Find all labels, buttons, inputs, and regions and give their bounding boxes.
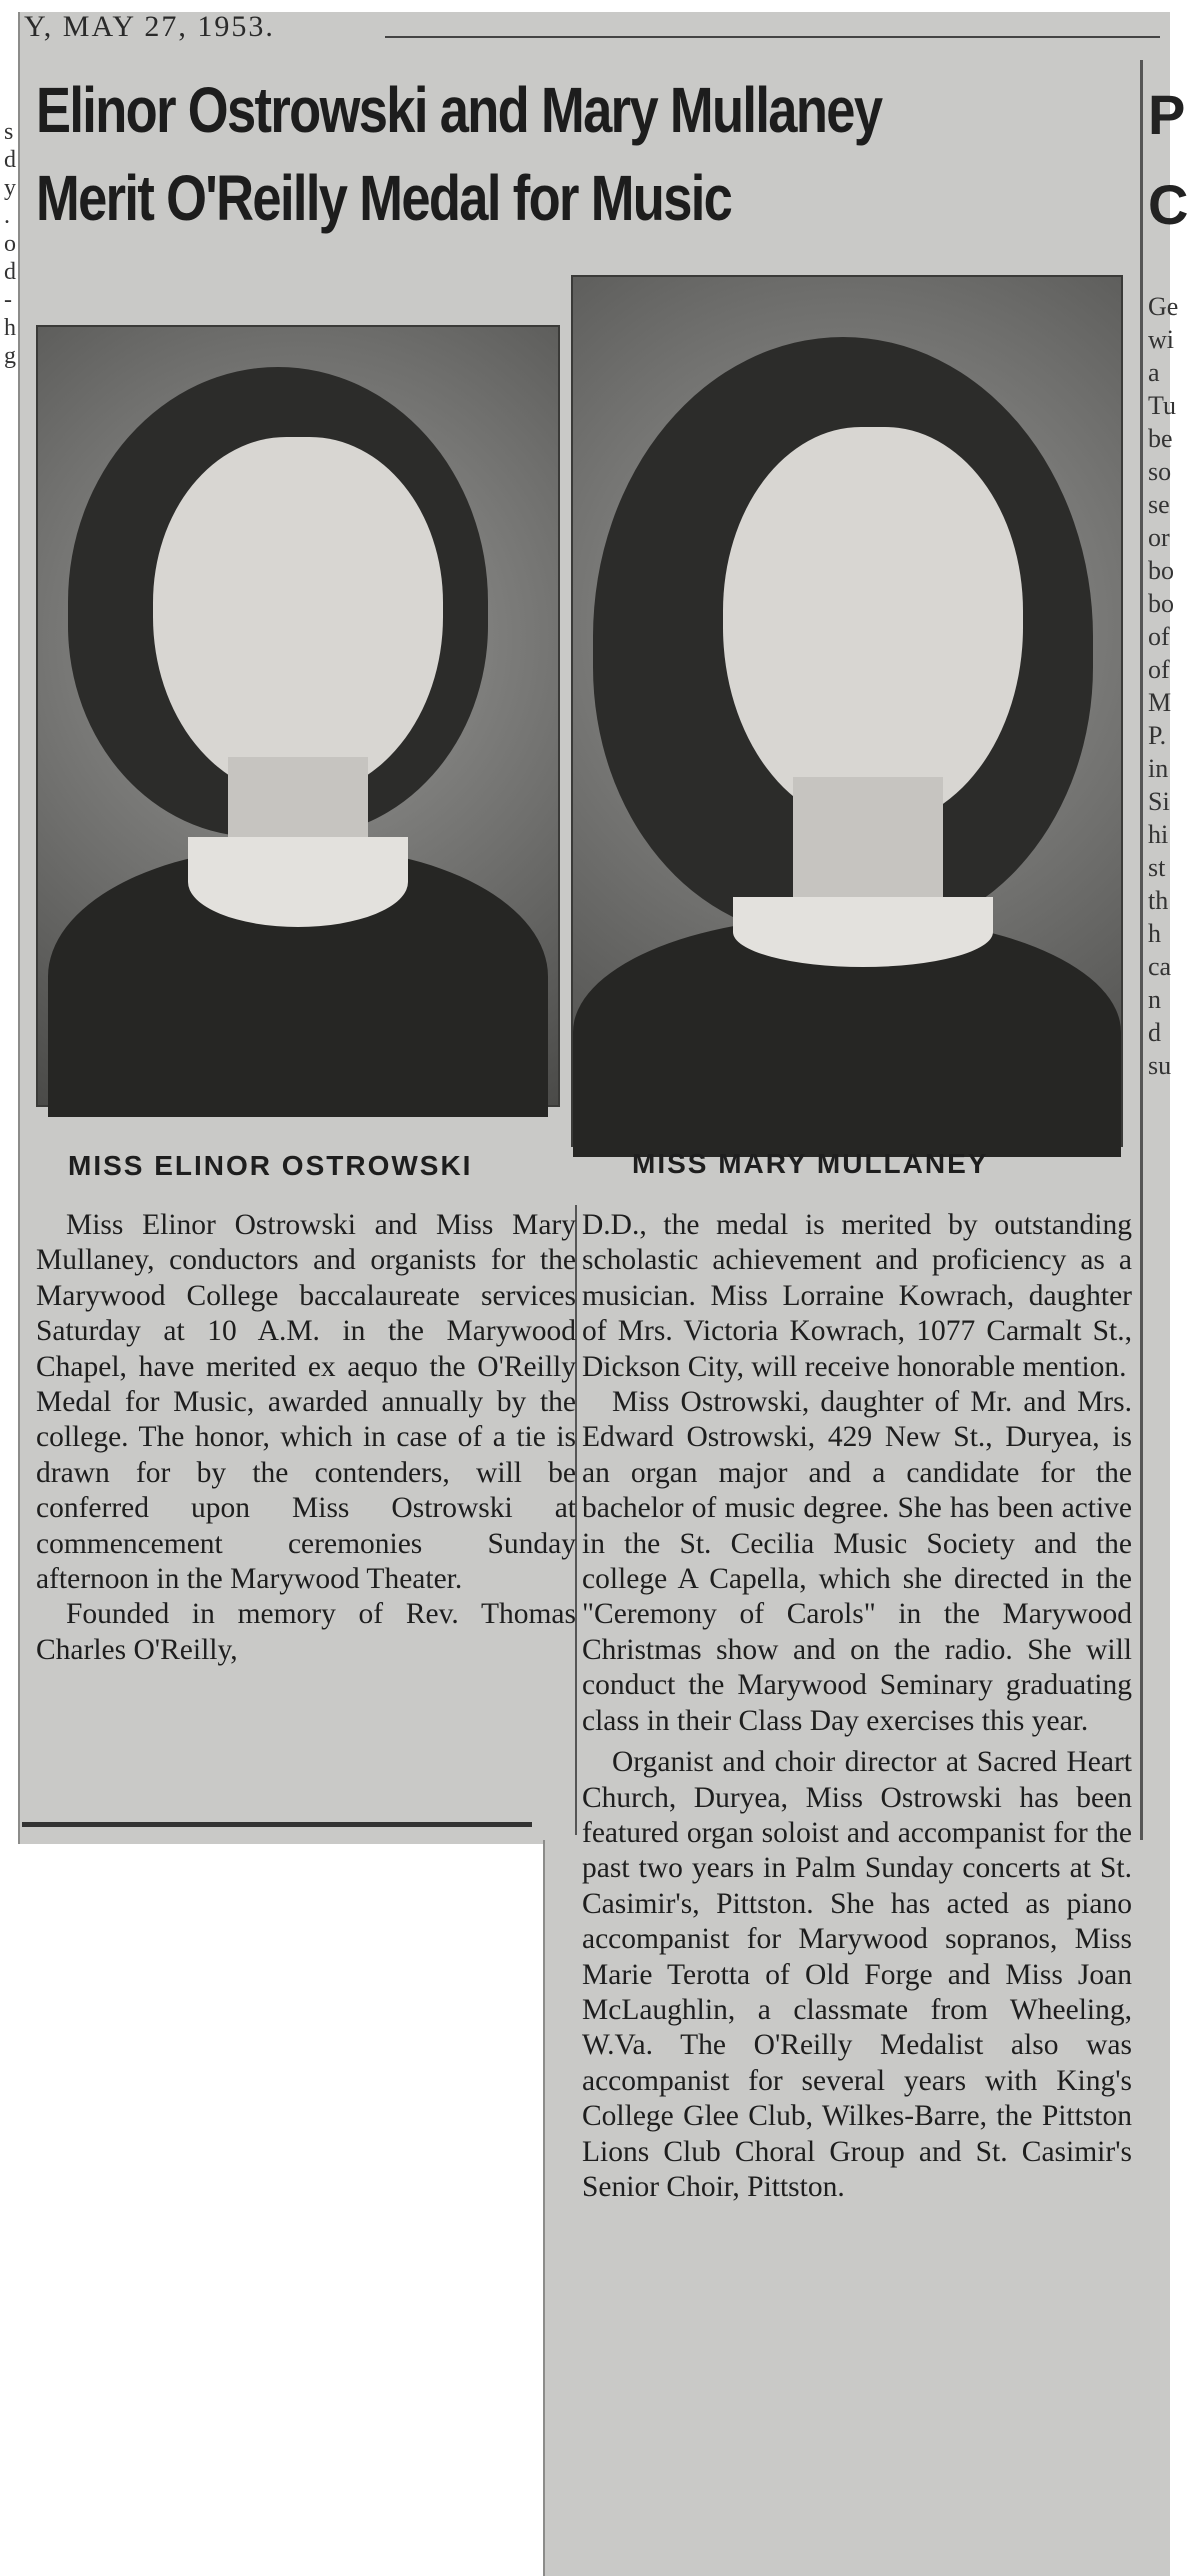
photo-mary-mullaney bbox=[571, 275, 1123, 1147]
article-paragraph: Founded in memory of Rev. Thomas Charles O'Reilly, bbox=[36, 1598, 576, 1666]
article-right-column bbox=[582, 1208, 1132, 2205]
article-left-column bbox=[36, 1208, 576, 1668]
caption-right: MISS MARY MULLANEY bbox=[632, 1148, 989, 1179]
photo-collar bbox=[188, 837, 408, 927]
end-rule bbox=[22, 1822, 532, 1827]
photo-elinor-ostrowski bbox=[36, 325, 560, 1107]
headline-line-2: Merit O'Reilly Medal for Music bbox=[36, 162, 732, 234]
article-paragraph: Miss Ostrowski, daughter of Mr. and Mrs. Edward Ostrowski, 429 New St., Duryea, is an organ major and a candidate for the bachelor of music degree. She has been active in the St. Cecilia Music Society and the college A Capella, which she directed in the "Ceremony of Carols" in the Marywood Christmas show and on the radio. She will conduct the Marywood Seminary graduating class in their Class Day exercises this year. bbox=[582, 1386, 1132, 1737]
article-paragraph: Organist and choir director at Sacred Heart Church, Duryea, Miss Ostrowski has been featured organ soloist and accompanist for the past two years in Palm Sunday concerts at St. Casimir's, Pittston. She has acted as piano accompanist for Marywood sopranos, Miss Marie Terotta of Old Forge and Miss Joan McLaughlin, a classmate from Wheeling, W.Va. The O'Reilly Medalist also was accompanist for several years with King's College Glee Club, Wilkes-Barre, the Pittston Lions Club Choral Group and St. Casimir's Senior Choir, Pittston. bbox=[582, 1746, 1132, 2203]
article-paragraph: Miss Elinor Ostrowski and Miss Mary Mullaney, conductors and organists for the Marywood College baccalaureate services Saturday at 10 A.M. in the Marywood Chapel, have merited ex aequo the O'Reilly Medal for Music, awarded annually by the college. The honor, which in case of a tie is drawn for by the contenders, will be conferred upon Miss Ostrowski at commencement ceremonies Sunday afternoon in the Marywood Theater. bbox=[36, 1209, 576, 1596]
photo-collar bbox=[733, 897, 993, 967]
photo-neck bbox=[793, 777, 943, 917]
photo-face bbox=[153, 437, 443, 797]
dateline: Y, MAY 27, 1953. bbox=[24, 10, 275, 43]
adjacent-headline-fragment: P C bbox=[1148, 83, 1188, 236]
article-paragraph: D.D., the medal is merited by outstanding scholastic achievement and proficiency as a musician. Miss Lorraine Kowrach, daughter of Mrs. Victoria Kowrach, 1077 Carmalt St., Dickson City, will receive honorable mention. bbox=[582, 1209, 1132, 1383]
adjacent-column-fragment: Ge wi a Tu be so se or bo bo of of M P. in Si hi st th h ca n d su bbox=[1148, 292, 1179, 1080]
left-column-fragment: s d y . o d - h g bbox=[4, 119, 16, 369]
caption-left: MISS ELINOR OSTROWSKI bbox=[68, 1150, 473, 1181]
column-rule-right bbox=[1140, 60, 1143, 1840]
dateline-rule bbox=[385, 36, 1160, 38]
photo-face bbox=[723, 427, 1023, 827]
headline-line-1: Elinor Ostrowski and Mary Mullaney bbox=[36, 74, 882, 146]
